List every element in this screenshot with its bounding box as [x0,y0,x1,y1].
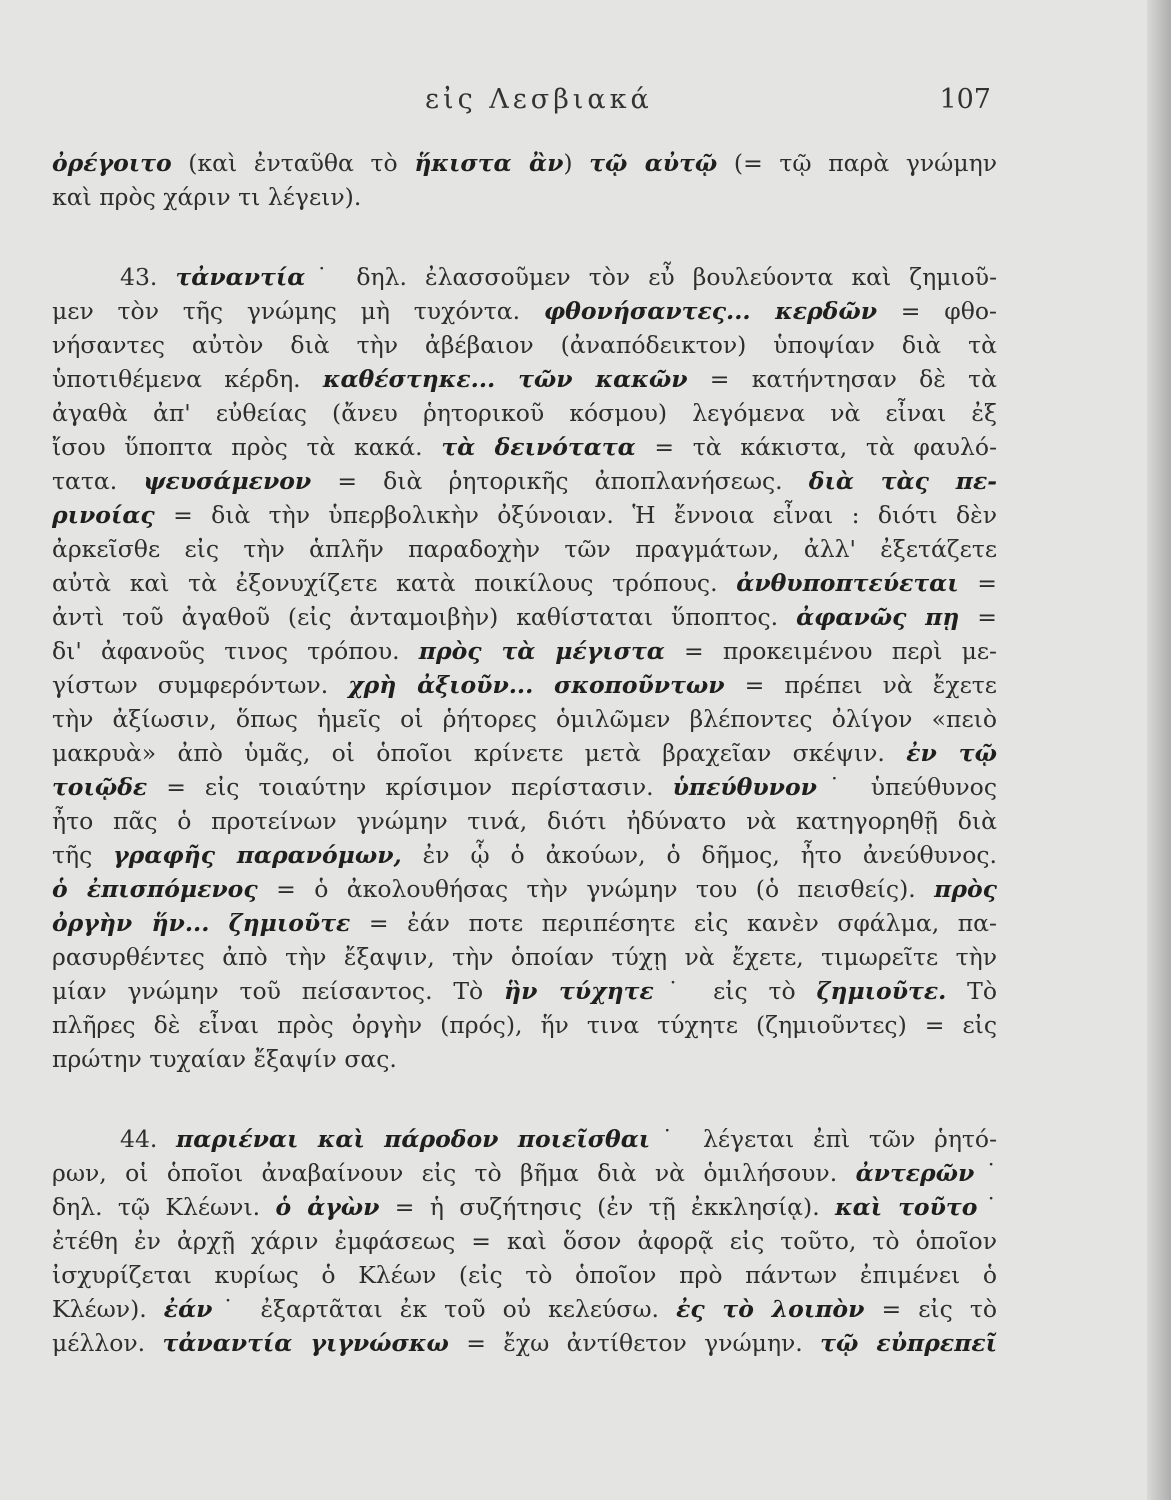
lemma-term: καὶ τοῦτο [835,1193,978,1221]
text-segment: = φθο- [877,297,997,325]
lemma-term: ἐς τὸ λοιπὸν [676,1295,865,1323]
text-segment: ὑποτιθέμενα κέρδη. [52,365,323,393]
section-gap [52,1076,997,1122]
commentary-text [52,146,997,1360]
lemma-term: τἀναντία γιγνώσκω [162,1329,449,1357]
lemma-term: ρινοίας [52,501,155,529]
text-line [52,974,997,1008]
text-line [52,906,997,940]
section-gap [52,214,997,260]
text-segment: αὐτὰ καὶ τὰ ἐξονυχίζετε κατὰ ποικίλους τρόπους. [52,569,737,597]
text-segment: 44. [120,1125,177,1153]
text-segment: ἴσου ὕποπτα πρὸς τὰ κακά. [52,433,442,461]
text-segment: ˙ ἐξαρτᾶται ἐκ τοῦ οὐ κελεύσω. [212,1295,677,1323]
text-line [52,328,997,362]
lemma-term: χρὴ ἀξιοῦν... σκοποῦντων [348,671,725,699]
text-segment: = τὰ κάκιστα, τὰ φαυλό- [635,433,997,461]
text-line [52,1292,997,1326]
lemma-term: ἐν τῷ [906,739,997,767]
text-segment: 43. [120,263,176,291]
section-44-heading-line [52,1122,997,1156]
text-segment: τῆς [52,841,114,869]
text-line [52,498,997,532]
text-segment: ) [563,149,590,177]
lemma-term: ὑπεύθυνον [672,773,817,801]
text-segment: = [958,569,997,597]
section-43-heading-line [52,260,997,294]
lemma-term: ἀντερῶν [855,1159,975,1187]
text-line [52,294,997,328]
lemma-term: διὰ τὰς πε- [808,467,997,495]
lemma-term: ὀργὴν ἥν... ζημιοῦτε [52,909,351,937]
text-line [52,464,997,498]
lemma-term: ψευσάμενον [143,467,312,495]
text-segment: ˙ δηλ. ἐλασσοῦμεν τὸν εὖ βουλεύοντα καὶ ζημιοῦ- [305,263,997,291]
text-segment: δηλ. τῷ Κλέωνι. [52,1193,276,1221]
text-segment: = ἡ συζήτησις (ἐν τῇ ἐκκλησίᾳ). [379,1193,836,1221]
text-segment: νήσαντες αὐτὸν διὰ τὴν ἀβέβαιον (ἀναπόδεικτον) ὑποψίαν διὰ τὰ [52,331,997,359]
lemma-term: πρὸς τὰ μέγιστα [418,637,665,665]
text-line [52,702,997,736]
lemma-term: ἐάν [163,1295,213,1323]
text-segment: ἐτέθη ἐν ἀρχῇ χάριν ἐμφάσεως = καὶ ὅσον ἀφορᾷ εἰς τοῦτο, τὸ ὁποῖον [52,1227,997,1255]
lemma-term: τοιῷδε [52,773,148,801]
text-line [52,1190,997,1224]
running-title: εἰς Λεσβιακά [425,84,653,115]
text-segment: Κλέων). [52,1295,164,1323]
text-line [52,146,997,180]
lemma-term: πρὸς [934,875,997,903]
text-segment: μέλλον. [52,1329,163,1357]
text-segment: ἀντὶ τοῦ ἀγαθοῦ (εἰς ἀνταμοιβὴν) καθίσταται ὕποπτος. [52,603,797,631]
text-line [52,872,997,906]
text-segment: (= τῷ παρὰ γνώμην [717,149,997,177]
lemma-term: ἀνθυποπτεύεται [736,569,959,597]
text-segment: = εἰς τοιαύτην κρίσιμον περίστασιν. [147,773,673,801]
text-line [52,362,997,396]
text-segment: = κατήντησαν δὲ τὰ [687,365,997,393]
text-line [52,1258,997,1292]
text-segment: ˙ εἰς τὸ [653,977,817,1005]
text-segment: ˙ ὑπεύθυνος [816,773,997,801]
text-segment: = εἰς τὸ [864,1295,997,1323]
lemma-term: ὀρέγοιτο [52,149,172,177]
lemma-term: τὰ δεινότατα [441,433,636,461]
text-segment: = ἔχω ἀντίθετον γνώμην. [448,1329,821,1357]
text-segment: τὴν ἀξίωσιν, ὅπως ἡμεῖς οἱ ῥήτορες ὁμιλῶμεν βλέποντες ὀλίγον «πειὸ [52,705,997,733]
lemma-term: ἣν τύχητε [504,977,654,1005]
lemma-term: ἥκιστα ἂν [414,149,564,177]
text-line [52,838,997,872]
text-line [52,804,997,838]
text-segment: πρώτην τυχαίαν ἔξαψίν σας. [52,1045,397,1073]
lemma-term: τῷ αὐτῷ [589,149,718,177]
text-segment: = πρέπει νὰ ἔχετε [724,671,997,699]
lemma-term: τῷ εὐπρεπεῖ [820,1329,997,1357]
text-segment: ἀρκεῖσθε εἰς τὴν ἁπλῆν παραδοχὴν τῶν πραγμάτων, ἀλλ' ἐξετάζετε [52,535,997,563]
page-header [50,84,991,124]
text-line [52,1156,997,1190]
text-segment: ἀγαθὰ ἀπ' εὐθείας (ἄνευ ῥητορικοῦ κόσμου) λεγόμενα νὰ εἶναι ἐξ [52,399,997,427]
text-line [52,940,997,974]
lemma-term: φθονήσαντες... κερδῶν [543,297,877,325]
text-segment: = ἐάν ποτε περιπέσητε εἰς κανὲν σφάλμα, πα- [350,909,997,937]
text-segment: μίαν γνώμην τοῦ πείσαντος. Τὸ [52,977,505,1005]
text-segment: γίστων συμφερόντων. [52,671,349,699]
text-line [52,770,997,804]
text-segment: ˙ [977,1193,997,1221]
page-number: 107 [939,84,991,115]
text-line [52,736,997,770]
text-line [52,1042,997,1076]
text-segment: μακρυὰ» ἀπὸ ὑμᾶς, οἱ ὁποῖοι κρίνετε μετὰ βραχεῖαν σκέψιν. [52,739,907,767]
text-segment: μεν τὸν τῆς γνώμης μὴ τυχόντα. [52,297,544,325]
text-line [52,532,997,566]
text-segment: = διὰ ῥητορικῆς ἀποπλανήσεως. [311,467,809,495]
text-segment: = [959,603,997,631]
text-line [52,600,997,634]
text-segment: = διὰ τὴν ὑπερβολικὴν ὀξύνοιαν. Ἡ ἔννοια εἶναι : διότι δὲν [154,501,997,529]
text-segment: ἐν ᾧ ὁ ἀκούων, ὁ δῆμος, ἦτο ἀνεύθυνος. [401,841,997,869]
text-segment: = προκειμένου περὶ με- [664,637,997,665]
lemma-term: παριέναι καὶ πάροδον ποιεῖσθαι [176,1125,651,1153]
lemma-term: ἀφανῶς πῃ [796,603,960,631]
text-line [52,430,997,464]
lemma-term: ὁ ἀγὼν [275,1193,380,1221]
lemma-term: ζημιοῦτε. [816,977,947,1005]
text-segment: (καὶ ἐνταῦθα τὸ [171,149,415,177]
lemma-term: ὁ ἐπισπόμενος [52,875,258,903]
text-segment: ˙ λέγεται ἐπὶ τῶν ῥητό- [650,1125,997,1153]
text-segment: πλῆρες δὲ εἶναι πρὸς ὀργὴν (πρός), ἥν τινα τύχητε (ζημιοῦντες) = εἰς [52,1011,997,1039]
text-segment: ρων, οἱ ὁποῖοι ἀναβαίνουν εἰς τὸ βῆμα διὰ νὰ ὁμιλήσουν. [52,1159,856,1187]
text-line [52,1224,997,1258]
text-line [52,396,997,430]
lemma-term: τἀναντία [175,263,306,291]
text-segment: ρασυρθέντες ἀπὸ τὴν ἔξαψιν, τὴν ὁποίαν τύχῃ νὰ ἔχετε, τιμωρεῖτε τὴν [52,943,997,971]
text-segment: = ὁ ἀκολουθήσας τὴν γνώμην του (ὁ πεισθείς). [257,875,935,903]
text-segment: τατα. [52,467,144,495]
text-line [52,180,997,214]
text-line [52,566,997,600]
page-edge [1147,0,1171,1500]
text-line [52,1326,997,1360]
text-segment: ἦτο πᾶς ὁ προτείνων γνώμην τινά, διότι ἠδύνατο νὰ κατηγορηθῇ διὰ [52,807,997,835]
text-line [52,1008,997,1042]
text-segment: καὶ πρὸς χάριν τι λέγειν). [52,183,362,211]
text-segment: ἰσχυρίζεται κυρίως ὁ Κλέων (εἰς τὸ ὁποῖον πρὸ πάντων ἐπιμένει ὁ [52,1261,997,1289]
lemma-term: γραφῆς παρανόμων, [113,841,402,869]
lemma-term: καθέστηκε... τῶν κακῶν [322,365,688,393]
text-segment: Τὸ [946,977,997,1005]
text-segment: δι' ἀφανοῦς τινος τρόπου. [52,637,419,665]
text-line [52,668,997,702]
text-segment: ˙ [974,1159,997,1187]
text-line [52,634,997,668]
